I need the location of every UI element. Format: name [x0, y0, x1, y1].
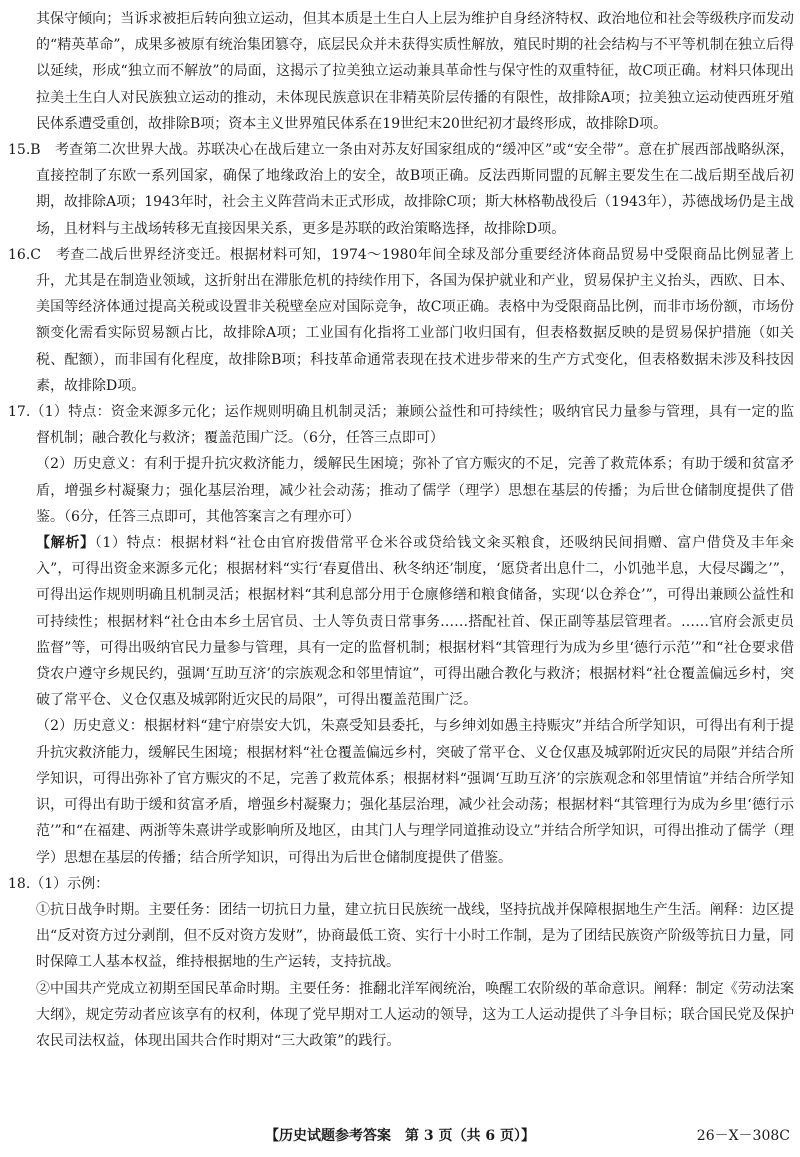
- answer-page: [8, 6, 794, 1054]
- answer-17-analysis-1: [8, 530, 794, 713]
- paragraph-14-continued: 其保守倾向；当诉求被拒后转向独立运动，但其本质是土生白人上层为维护自身经济特权、政治地位和社会等级秩序而发动的“精英革命”，成果多被原有统治集团篡夺，底层民众并未获得实质性解放，殖民时期的社会结构与不平等机制在独立后得以延续，形成“独立而不解放”的局面，这揭示了拉美独立运动兼具革命性与保守性的双重特征，故C项正确。材料只体现出拉美土生白人对民族独立运动的推动，未体现民族意识在非精英阶层传播的有限性，故排除A项；拉美独立运动使西班牙殖民体系遭受重创，故排除B项；资本主义世界殖民体系在19世纪末20世纪初才最终形成，故排除D项。: [36, 11, 794, 132]
- answer-18-heading: 18.（1）示例：: [8, 875, 110, 892]
- answer-18-example-1: ①抗日战争时期。主要任务：团结一切抗日力量，建立抗日民族统一战线，坚持抗战并保障根据地生产生活。阐释：边区提出“反对资方过分剥削，但不反对资方发财”，协商最低工资、实行十小时工作制，是为了团结民族资产阶级等抗日力量，同时保障工人基本权益，维持根据地的生产运转，支持抗战。: [36, 901, 794, 971]
- answer-16: 16.C 考查二战后世界经济变迁。根据材料可知，1974～1980年间全球及部分重要经济体商品贸易中受限商品比例显著上升，尤其是在制造业领域，这折射出在滞胀危机的持续作用下，各国为保护就业和产业，贸易保护主义抬头，西欧、日本、美国等经济体通过提高关税或设置非关税壁垒应对国际竞争，故C项正确。表格中为受限商品比例，而非市场份额，市场份额变化需看实际贸易额占比，故排除A项；工业国有化指将工业部门收归国有，但表格数据反映的是贸易保护措施（如关税、配额），而非国有化程度，故排除B项；科技革命通常表现在技术进步带来的生产方式变化，但表格数据未涉及科技因素，故排除D项。: [8, 246, 794, 394]
- answer-17-part1: 17.（1）特点：资金来源多元化；运作规则明确且机制灵活；兼顾公益性和可持续性；吸纳官民力量参与管理，具有一定的监督机制；融合教化与救济；覆盖范围广泛。（6分，任答三点即可）: [8, 404, 794, 447]
- answer-18-example-2: ②中国共产党成立初期至国民革命时期。主要任务：推翻北洋军阀统治，唤醒工农阶级的革命意识。阐释：制定《劳动法案大纲》，规定劳动者应该享有的权利，体现了党早期对工人运动的领导，这为工人运动提供了斗争目标；联合国民党及保护农民司法权益，体现出国共合作时期对“三大政策”的践行。: [36, 980, 794, 1049]
- answer-17-analysis-2: （2）历史意义：根据材料“建宁府崇安大饥，朱熹受知县委托，与乡绅刘如愚主持赈灾”并结合所学知识，可得出有利于提升抗灾救济能力，缓解民生困境；根据材料“社仓覆盖偏远乡村，突破了常平仓、义仓仅惠及城郭附近灾民的局限”并结合所学知识，可得出弥补了官方赈灾的不足，完善了救荒体系；根据材料“强调‘互助互济’的宗族观念和邻里情谊”并结合所学知识，可得出有助于缓和贫富矛盾，增强乡村凝聚力；强化基层治理，减少社会动荡；根据材料“其管理行为成为乡里‘德行示范’”和“在福建、两浙等朱熹讲学或影响所及地区，由其门人与理学同道推动设立”并结合所学知识，可得出推动了儒学（理学）思想在基层的传播；结合所学知识，可得出为后世仓储制度提供了借鉴。: [36, 718, 794, 866]
- footer-page-info: 【历史试题参考答案 第 3 页（共 6 页）】: [265, 1128, 535, 1144]
- analysis-text: （1）特点：根据材料“社仓由官府拨借常平仓米谷或贷给钱文籴买粮食，还吸纳民间捐赠、富户借贷及丰年籴入”，可得出资金来源多元化；根据材料“实行‘春夏借出、秋冬纳还’制度，‘愿贷者出息什二，小饥弛半息，大侵尽蠲之’”，可得出运作规则明确且机制灵活；根据材料“其利息部分用于仓廪修缮和粮食储备，实现‘以仓养仓’”，可得出兼顾公益性和可持续性；根据材料“社仓由本乡土居官员、士人等负责日常事务……搭配社首、保正副等基层管理者。……官府会派吏员监督”等，可得出吸纳官民力量参与管理，具有一定的监督机制；根据材料“其管理行为成为乡里‘德行示范’”和“社仓要求借贷农户遵守乡规民约，强调‘互助互济’的宗族观念和邻里情谊”，可得出融合教化与救济；根据材料“社仓覆盖偏远乡村，突破了常平仓、义仓仅惠及城郭附近灾民的局限”，可得出覆盖范围广泛。: [36, 535, 794, 709]
- page-footer: [0, 1125, 800, 1151]
- footer-exam-code: 26－X－308C: [696, 1128, 790, 1144]
- answer-17-part2: （2）历史意义：有利于提升抗灾救济能力，缓解民生困境；弥补了官方赈灾的不足，完善了救荒体系；有助于缓和贫富矛盾，增强乡村凝聚力；强化基层治理，减少社会动荡；推动了儒学（理学）思想在基层的传播；为后世仓储制度提供了借鉴。（6分，任答三点即可，其他答案言之有理亦可）: [36, 456, 794, 525]
- analysis-label: 【解析】: [36, 535, 95, 552]
- answer-15: 15.B 考查第二次世界大战。苏联决心在战后建立一条由对苏友好国家组成的“缓冲区”或“安全带”。意在扩展西部战略纵深，直接控制了东欧一系列国家，确保了地缘政治上的安全，故B项正确。反法西斯同盟的瓦解主要发生在二战后期至战后初期，故排除A项；1943年时，社会主义阵营尚未正式形成，故排除C项；斯大林格勒战役后（1943年），苏德战场仍是主战场，且材料与主战场转移无直接因果关系，更多是苏联的政治策略选择，故排除D项。: [8, 142, 794, 237]
